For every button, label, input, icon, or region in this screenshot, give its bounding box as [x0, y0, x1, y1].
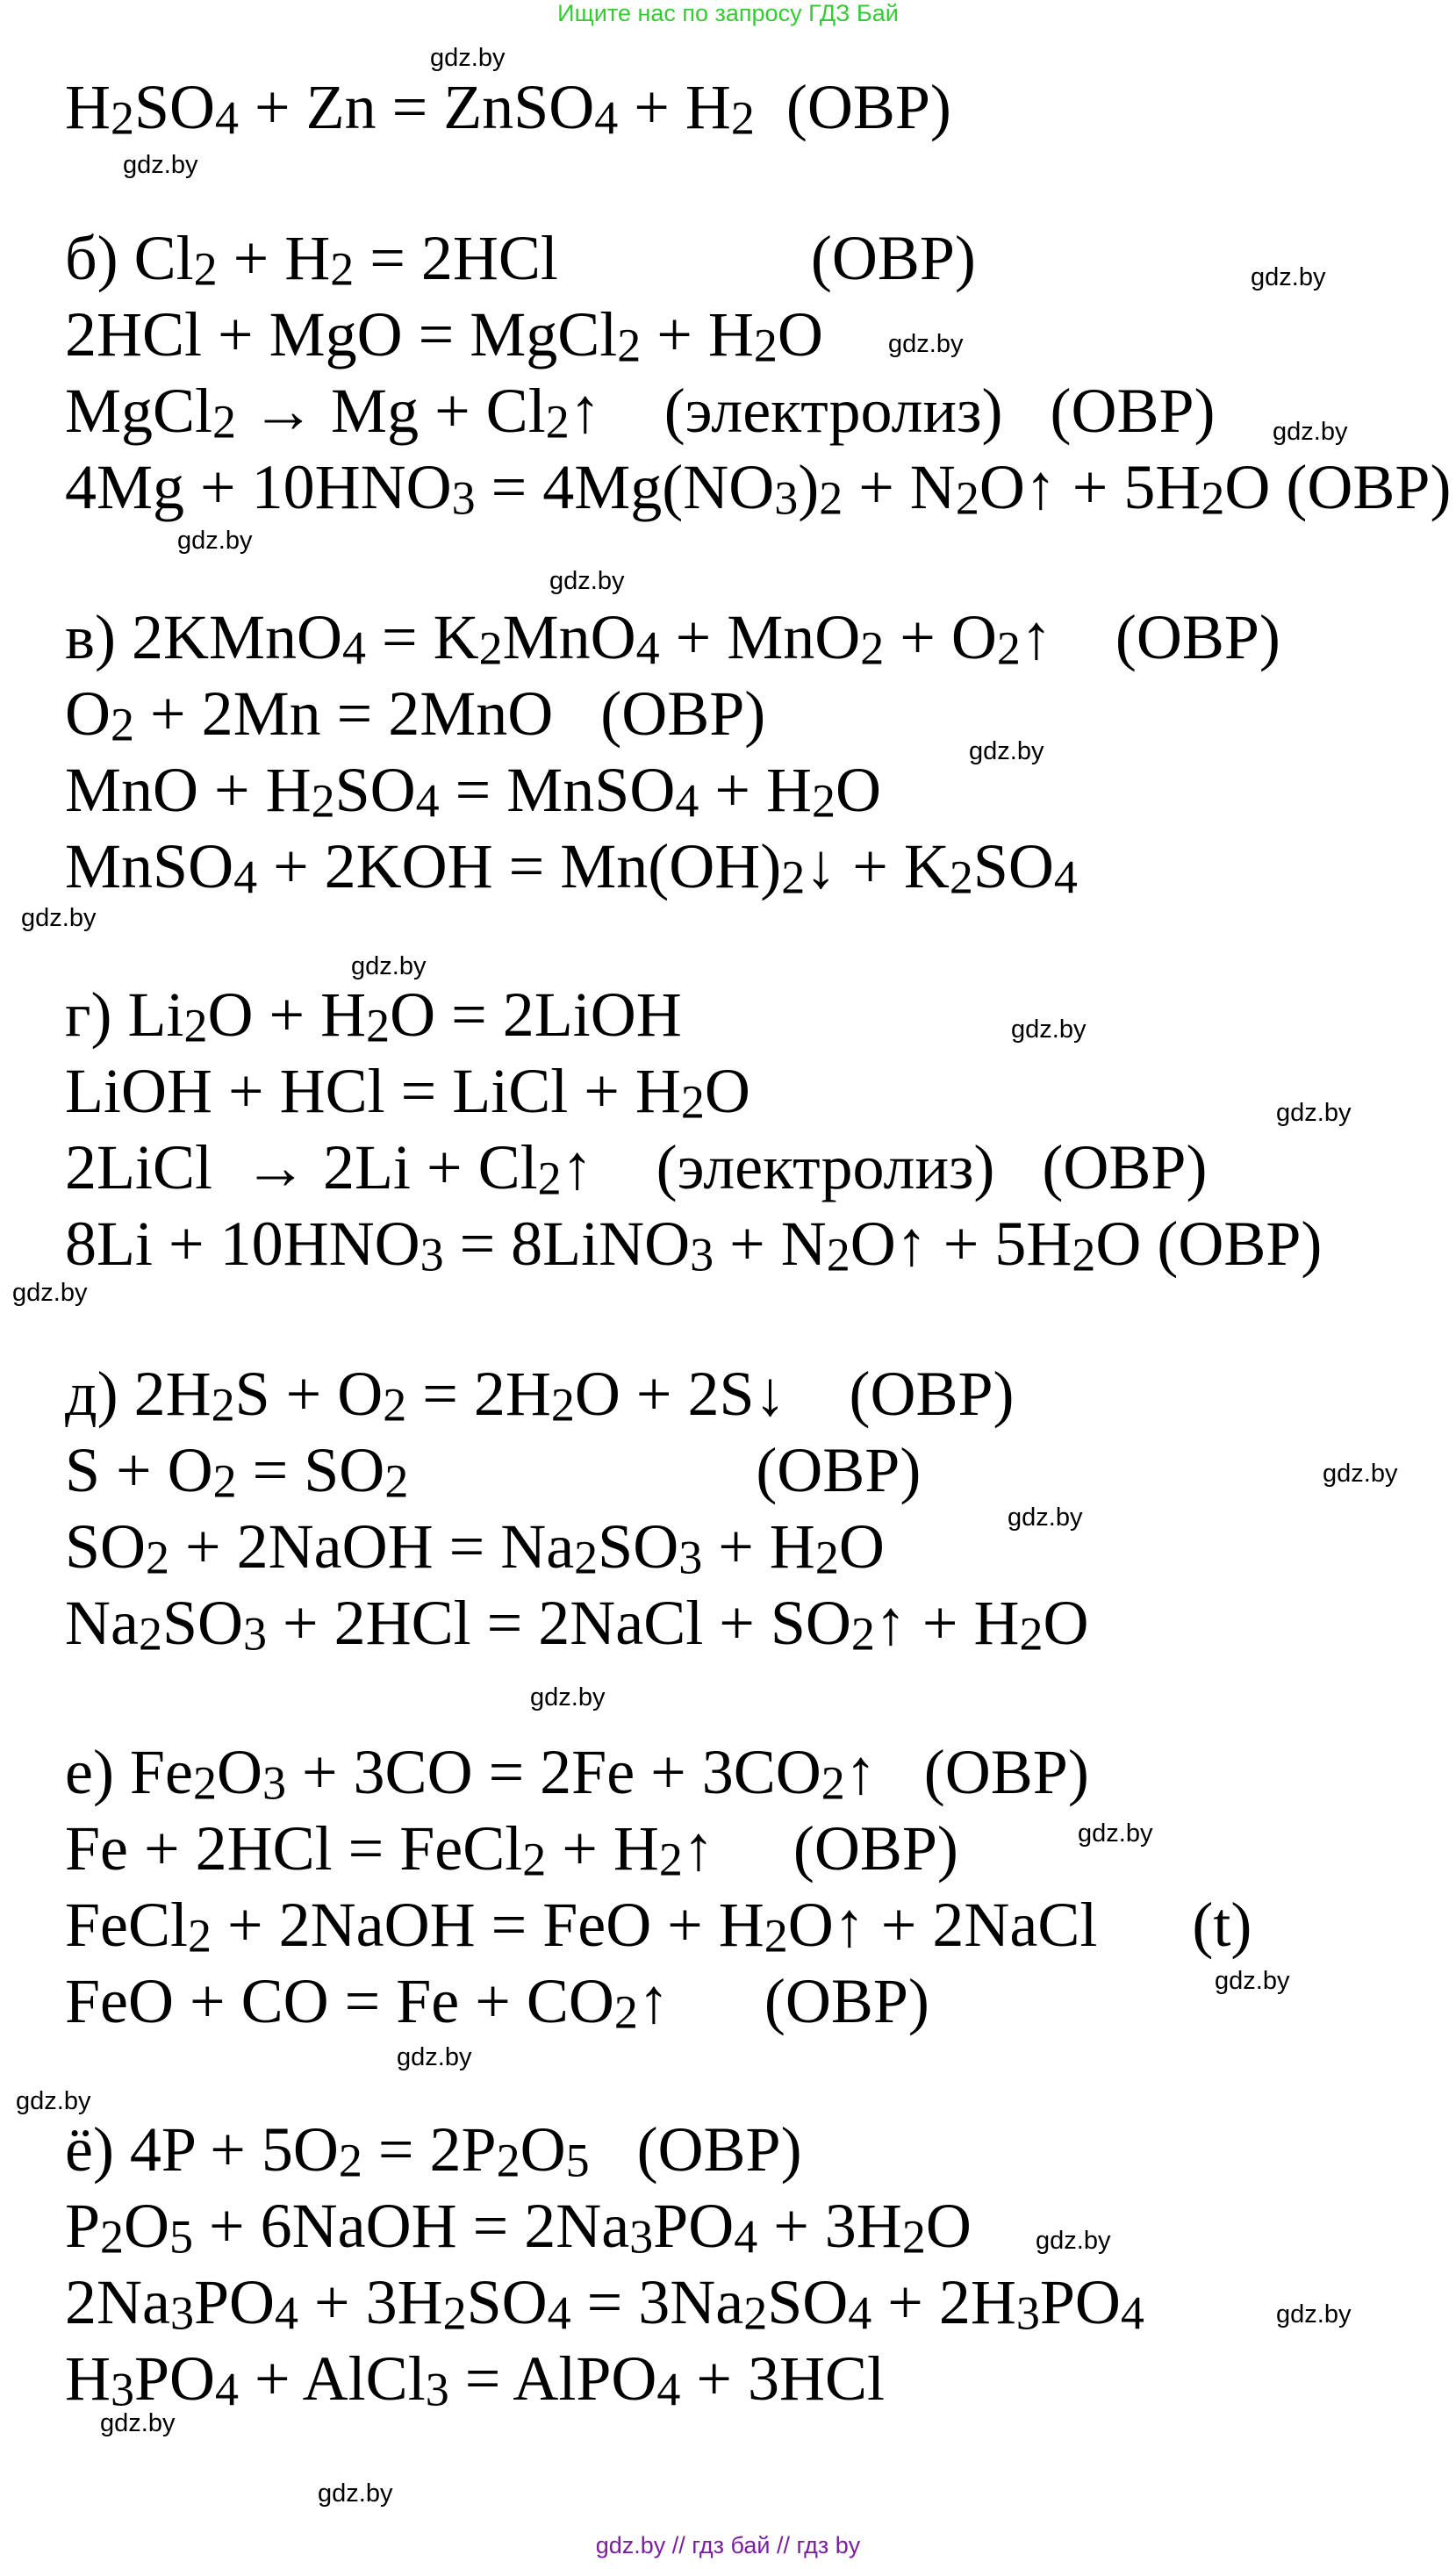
watermark: gdz.by [16, 2087, 91, 2115]
equation-line: е) $Fe_2O_3 + 3CO = 2Fe$ + $3CO_2↑$ (ОВР) [65, 1737, 1089, 1810]
watermark: gdz.by [1215, 1967, 1290, 1995]
watermark: gdz.by [12, 1279, 88, 1307]
equation-line: б) $Cl_2 + H_2 = 2HCl$ (ОВР) [65, 223, 976, 296]
top-banner[interactable]: Ищите нас по запросу ГДЗ Бай [557, 0, 899, 26]
equation-line: $S + O_2 = SO_2$ (ОВР) [65, 1435, 922, 1508]
equation-line: MnSO$_4$ + $2KOH = Mn(OH)_2↓ + K_2SO_4$ [65, 831, 1078, 904]
equation-line: $H_2SO_4 + Zn$ = ZnSO$_4$ + $H_2$ (ОВР) [65, 72, 951, 145]
watermark: gdz.by [888, 330, 964, 358]
equation-line: FeO + CO = $Fe + CO_2↑$ (ОВР) [65, 1966, 929, 2039]
equation-line: в) 2KMnO$_4$ = $K_2MnO_4 + MnO_2$ + $O_2↑$ (ОВР) [65, 602, 1280, 675]
watermark: gdz.by [1251, 263, 1326, 291]
equation-line: $SO_2$ + 2NaOH = $Na_2SO_3 + H_2O$ [65, 1511, 885, 1584]
equation-line: LiOH + HCl = LiCl + $H_2O$ [65, 1056, 750, 1129]
equation-line: $P_2O_5$ + 6NaOH = $2Na_3PO_4 + 3H_2O$ [65, 2191, 972, 2264]
watermark: gdz.by [430, 44, 506, 72]
watermark: gdz.by [397, 2043, 472, 2071]
equation-line: $H_3PO_4$ + AlCl$_3$ = AlPO$_4$ + 3HCl [65, 2343, 886, 2416]
watermark: gdz.by [1276, 2300, 1352, 2329]
equation-line: ё) $4P + 5O_2 = 2P_2O_5$ (ОВР) [65, 2114, 802, 2187]
watermark: gdz.by [969, 737, 1044, 765]
watermark: gdz.by [1276, 1099, 1352, 1127]
watermark: gdz.by [1036, 2227, 1111, 2255]
watermark: gdz.by [1008, 1503, 1083, 1532]
equation-line: $O_2 + 2Mn = 2MnO$ (ОВР) [65, 678, 766, 751]
watermark: gdz.by [530, 1683, 606, 1711]
watermark: gdz.by [549, 567, 625, 595]
equation-line: $2Na_3PO_4 + 3H_2SO_4 = 3Na_2SO_4 + 2H_3PO_4$ [65, 2267, 1144, 2340]
watermark: gdz.by [100, 2409, 176, 2437]
watermark: gdz.by [318, 2479, 393, 2508]
equation-line: $Na_2SO_3 + 2HCl$ = 2NaCl + $SO_2↑ + H_2O$ [65, 1588, 1089, 1661]
equation-line: 2HCl + MgO = MgCl$_2$ + $H_2O$ [65, 299, 823, 372]
equation-line: FeCl$_2$ + 2NaOH = FeO + $H_2O↑$ + 2NaCl (t) [65, 1890, 1252, 1963]
watermark: gdz.by [21, 904, 97, 932]
equation-line: д) $2H_2S + O_2 = 2H_2O$ + 2S↓ (ОВР) [65, 1359, 1015, 1432]
equation-line: Fe + 2HCl = FeCl$_2$ + $H_2↑$ (ОВР) [65, 1813, 958, 1886]
watermark: gdz.by [351, 952, 427, 980]
equation-line: MnO + $H_2SO_4$ = MnSO$_4$ + $H_2O$ [65, 755, 881, 828]
watermark: gdz.by [123, 151, 198, 179]
watermark: gdz.by [1078, 1819, 1153, 1848]
watermark: gdz.by [177, 527, 253, 555]
equation-line: MgCl$_2$ → $Mg + Cl_2↑$ (электролиз) (ОВР) [65, 376, 1216, 448]
equation-line: $8Li + 10HNO_3$ = 8LiNO$_3$ + $N_2O↑ + 5H_2O$ (ОВР) [65, 1209, 1323, 1281]
equation-line: г) $Li_2O + H_2O$ = 2LiOH [65, 980, 682, 1052]
watermark: gdz.by [1273, 418, 1348, 446]
equation-line: $4Mg + 10HNO_3 = 4Mg(NO_3)_2$ + $N_2O↑ + 5H_2O$ (ОВР) [65, 452, 1452, 525]
footer-links[interactable]: gdz.by // гдз бай // гдз by [595, 2532, 861, 2558]
equation-line: 2LiCl → $2Li + Cl_2↑$ (электролиз) (ОВР) [65, 1132, 1208, 1205]
watermark: gdz.by [1011, 1015, 1087, 1044]
watermark: gdz.by [1323, 1460, 1398, 1488]
